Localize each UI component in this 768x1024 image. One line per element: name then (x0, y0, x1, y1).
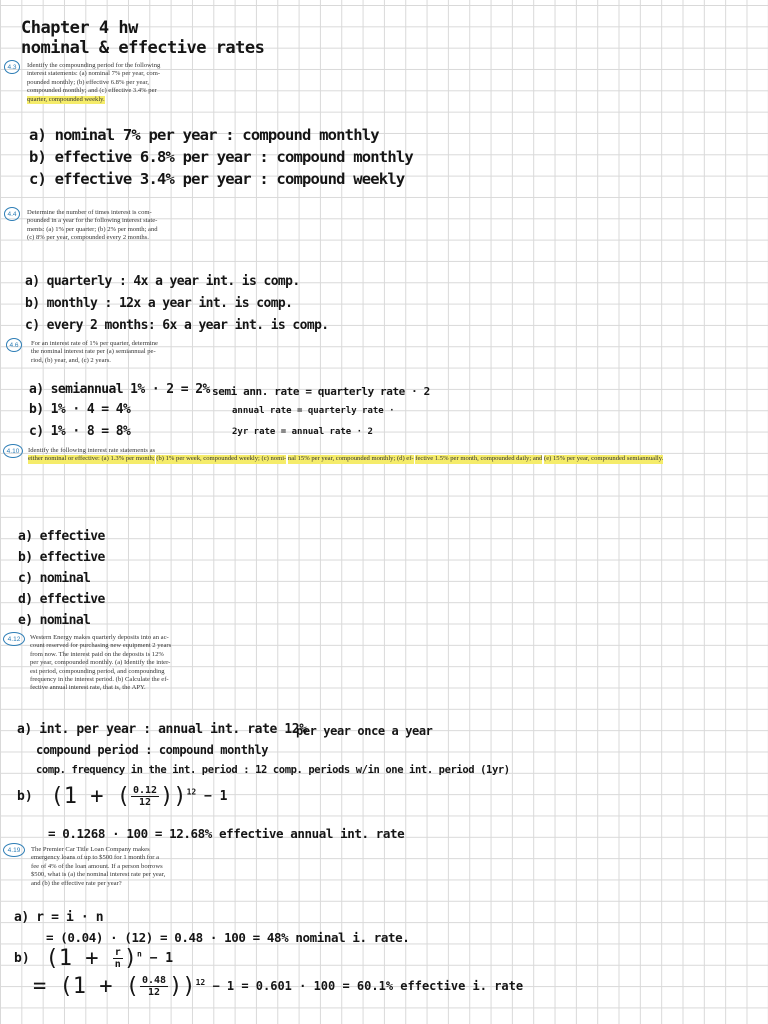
answer-line: c) every 2 months: 6x a year int. is comp. (25, 318, 329, 333)
problem-statement: Western Energy makes quarterly deposits into an ac- count reserved for purchasing new equipment 2 years from now. The interest paid on the deposits is 12% per year, compounded monthly. (a) Identify the inter- est period, compounding period, and compounding frequency in the interest period. (b) Calculate the ef- fective annual interest rate, that is, the APY. (30, 634, 172, 692)
problem-statement: For an interest rate of 1% per quarter, determine the nominal interest rate per (a) semiannual pe- riod, (b) year, and, (c) 2 years. (31, 340, 158, 364)
answer-line: a) nominal 7% per year : compound monthly (29, 126, 379, 144)
formula: = (1 + ( $\frac{0.48}{12}$ ))$^{12}$ − 1 = 0.601 · 100 = 60.1% effective i. rate (33, 974, 524, 999)
answer-line: c) 1% · 8 = 8% (29, 424, 131, 439)
problem-number: 4.10 (3, 444, 23, 458)
problem-statement: Identify the compounding period for the following interest statements: (a) nominal 7% per year, com- pounded monthly; (b) effective 6.8% per year, compounded monthly; and (c) effective 3.4% per quarter, compounded weekly. (27, 62, 161, 103)
formula: b) (1 + $\frac{r}{n}$ )$^n$ − 1 (14, 946, 174, 971)
result-line: = 0.1268 · 100 = 12.68% effective annual int. rate (48, 826, 405, 841)
answer-line: a) effective (18, 529, 105, 544)
answer-line: b) effective (18, 550, 105, 565)
answer-line: c) nominal (18, 571, 91, 586)
answer-line: b) monthly : 12x a year int. is comp. (25, 296, 293, 311)
problem-number: 4.6 (6, 338, 22, 352)
answer-line: = (0.04) · (12) = 0.48 · 100 = 48% nominal i. rate. (46, 930, 410, 945)
problem-number: 4.12 (3, 632, 25, 646)
answer-line: a) int. per year : annual int. rate 12% (17, 722, 307, 737)
answer-line: comp. frequency in the int. period : 12 comp. periods w/in one int. period (1yr) (36, 764, 510, 776)
note-line: 2yr rate = annual rate · 2 (232, 427, 373, 437)
problem-statement: Determine the number of times interest is com- pounded in a year for the following interest state- ments: (a) 1% per quarter; (b) 2% per month; and (c) 8% per year, compounded every 2 months. (27, 209, 158, 242)
formula: b) (1 + ( $\frac{0.12}{12}$ ))$^{12}$ − 1 (17, 784, 228, 809)
problem-number: 4.19 (3, 843, 25, 857)
problem-statement: The Premier Car Title Loan Company makes emergency loans of up to $500 for 1 month for a fee of 4% of the loan amount. If a person borrows $500, what is (a) the nominal interest rate per year, and (b) the effective rate per year? (31, 846, 166, 887)
note-line: semi ann. rate = quarterly rate · 2 (212, 385, 430, 398)
answer-line: a) quarterly : 4x a year int. is comp. (25, 274, 300, 289)
answer-line: a) r = i · n (14, 910, 104, 925)
answer-line: b) 1% · 4 = 4% (29, 402, 131, 417)
answer-line: e) nominal (18, 613, 91, 628)
problem-statement: Identify the following interest rate statements as either nominal or effective: (a) 1.3% per month; (b) 1% per week, compounded weekly; (c) nomi- nal 15% per year, compounded monthly; (d) ef- fective 1.5% per month, compounded daily; and (e) 15% per year, compounded semiannually. (28, 447, 664, 463)
problem-number: 4.4 (4, 207, 20, 221)
answer-line: b) effective 6.8% per year : compound monthly (29, 148, 413, 166)
answer-note: per year once a year (296, 724, 433, 738)
page-title: Chapter 4 hw (21, 18, 138, 38)
answer-line: a) semiannual 1% · 2 = 2% (29, 382, 210, 397)
page-subtitle: nominal & effective rates (21, 38, 265, 58)
answer-line: d) effective (18, 592, 105, 607)
answer-line: compound period : compound monthly (36, 743, 269, 757)
problem-number: 4.3 (4, 60, 20, 74)
answer-line: c) effective 3.4% per year : compound weekly (29, 170, 405, 188)
note-line: annual rate = quarterly rate · (232, 406, 395, 416)
